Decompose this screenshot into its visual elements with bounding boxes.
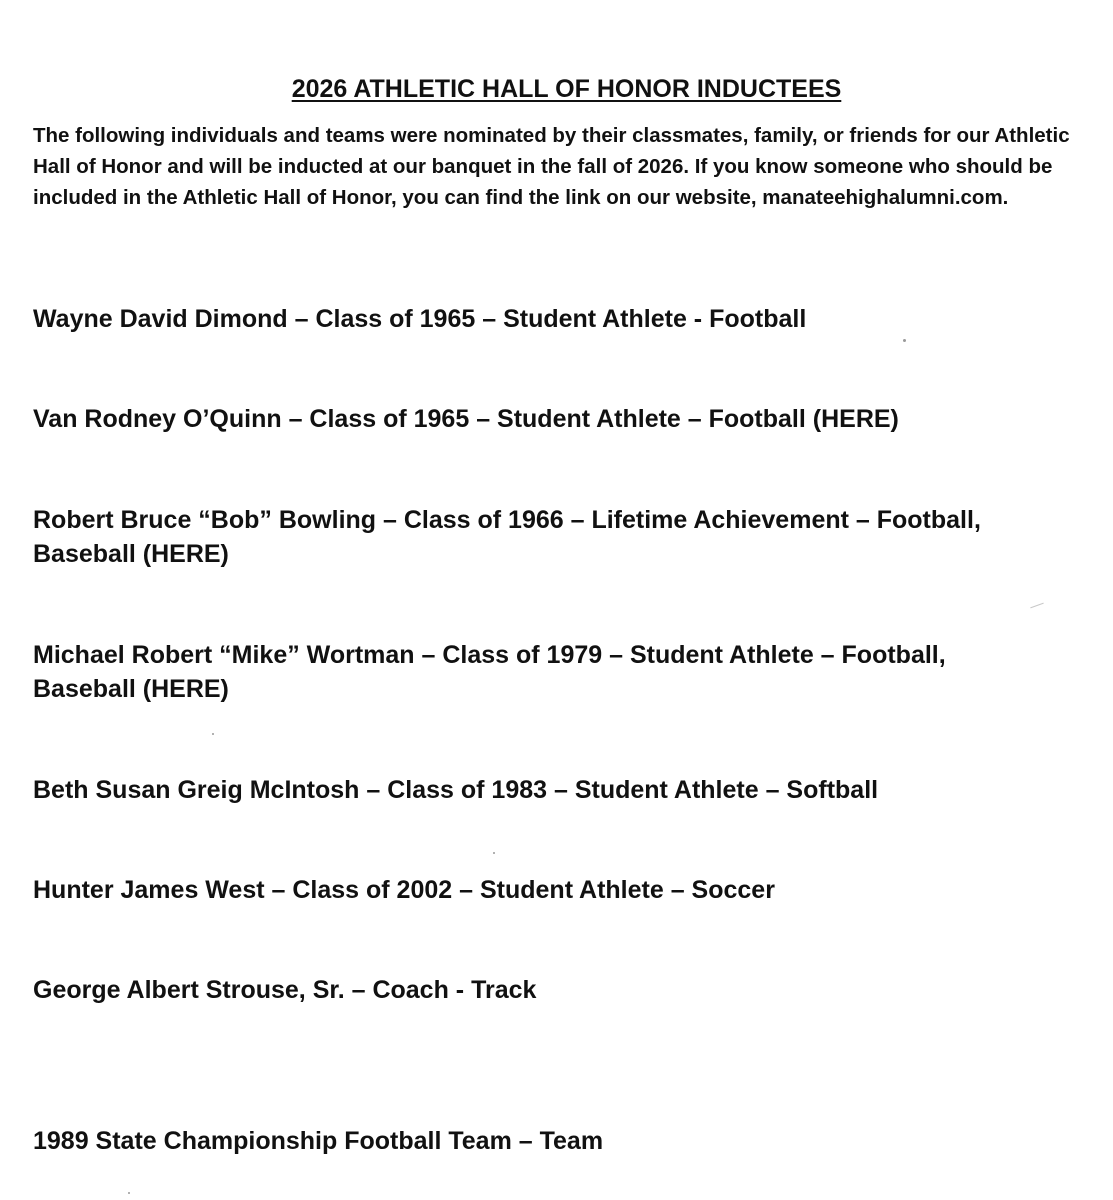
scan-speck xyxy=(493,852,495,854)
inductee-entry xyxy=(33,402,1098,436)
inductee-text: Hunter James West – Class of 2002 – Student Athlete – Soccer xyxy=(33,876,775,904)
inductee-text: 1989 State Championship Football Team – Team xyxy=(33,1127,604,1155)
inductee-text: Michael Robert “Mike” Wortman – Class of 1979 – Student Athlete – Football, xyxy=(33,641,946,669)
inductee-text: Van Rodney O’Quinn – Class of 1965 – Student Athlete – Football (HERE) xyxy=(33,405,899,433)
inductee-entry xyxy=(33,503,1098,571)
inductee-entry xyxy=(33,873,1098,907)
inductee-entry xyxy=(33,1124,1098,1158)
scan-speck xyxy=(1030,603,1043,609)
document-title: 2026 ATHLETIC HALL OF HONOR INDUCTEES xyxy=(291,75,842,103)
inductee-text-continued: Baseball (HERE) xyxy=(33,540,229,568)
inductee-entry xyxy=(33,302,1098,336)
inductee-text: Wayne David Dimond – Class of 1965 – Student Athlete - Football xyxy=(33,305,807,333)
inductee-entry xyxy=(33,973,1098,1007)
scan-speck xyxy=(212,733,214,735)
intro-paragraph: The following individuals and teams were nominated by their classmates, family, or friends for our Athletic Hall of Honor and will be inducted at our banquet in the fall of 2026. If you know someone who should be included in the Athletic Hall of Honor, you can find the link on our website, manateehighalumni.com. xyxy=(33,124,1070,209)
inductee-entry xyxy=(33,773,1098,807)
inductee-text: Beth Susan Greig McIntosh – Class of 1983 – Student Athlete – Softball xyxy=(33,776,879,804)
inductee-text: George Albert Strouse, Sr. – Coach - Track xyxy=(33,976,537,1004)
inductee-text: Robert Bruce “Bob” Bowling – Class of 1966 – Lifetime Achievement – Football, xyxy=(33,506,981,534)
scan-speck xyxy=(903,339,906,342)
inductee-entry xyxy=(33,638,1098,706)
scan-speck xyxy=(128,1192,130,1194)
inductee-text-continued: Baseball (HERE) xyxy=(33,675,229,703)
